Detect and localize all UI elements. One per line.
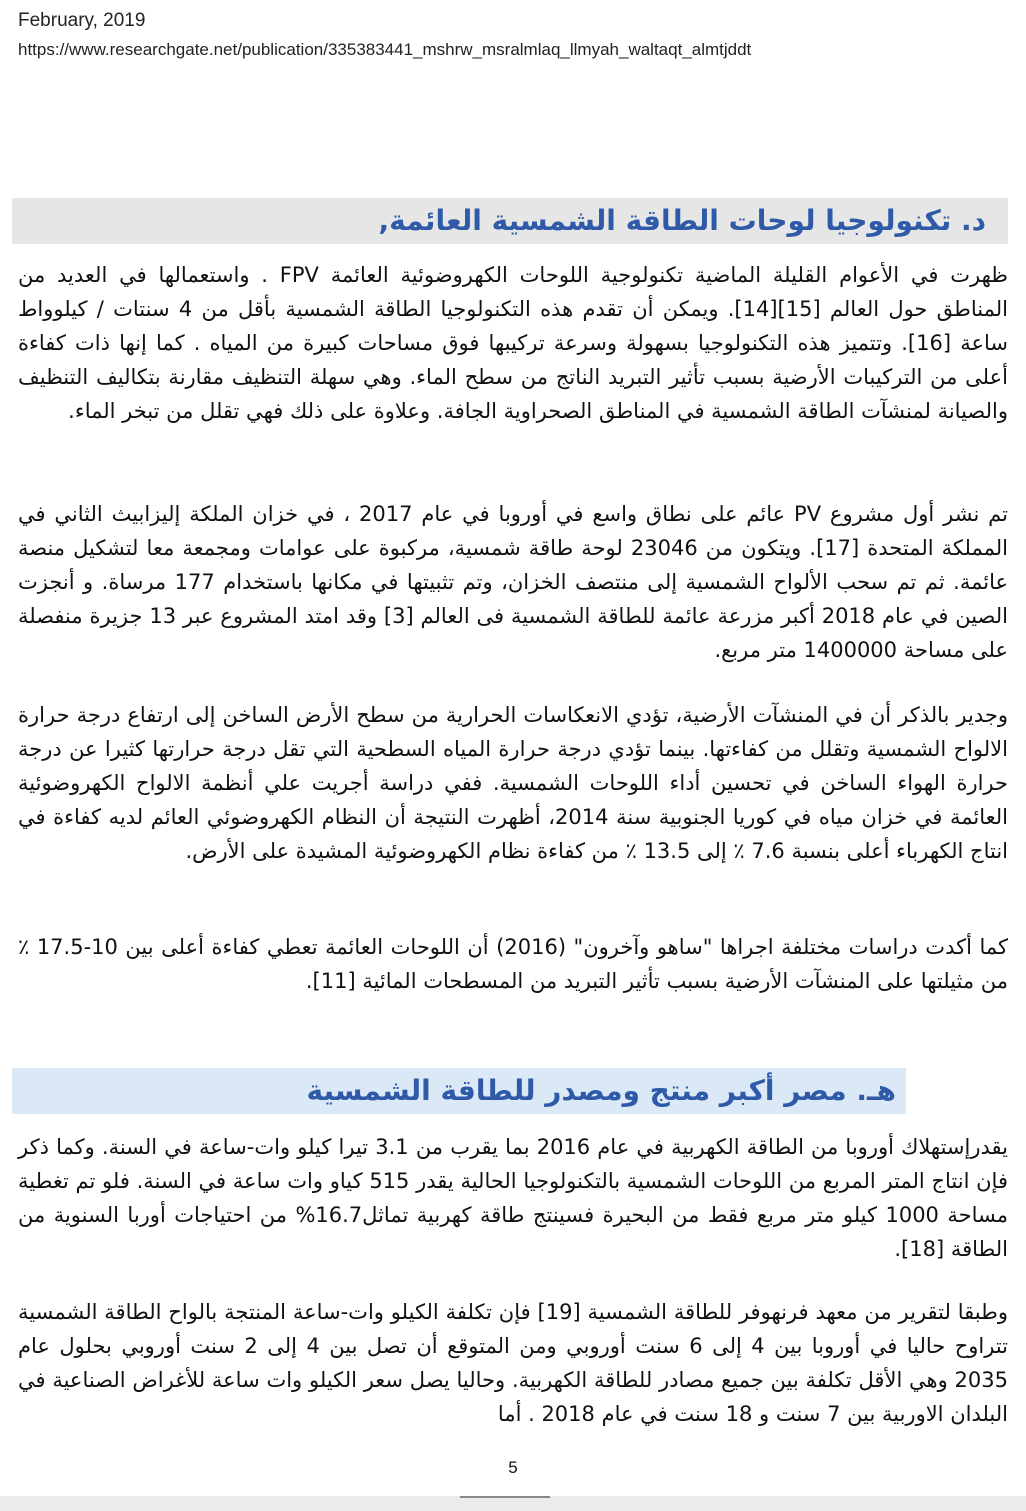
- section-d-paragraph-4: كما أكدت دراسات مختلفة اجراها "ساهو وآخرون" (2016) أن اللوحات العائمة تعطي كفاءة أعلى بين 10-17.5 ٪ من مثيلتها على المنشآت الأرضية بسبب تأثير التبريد من المسطحات المائية [11].: [18, 935, 1008, 993]
- section-d-paragraph-3: وجدير بالذكر أن في المنشآت الأرضية، تؤدي الانعكاسات الحرارية من سطح الأرض الساخن إلى ارتفاع درجة حرارة الالواح الشمسية وتقلل من كفاءتها. بينما تؤدي درجة حرارة المياه السطحية التي تقل درجة حرارتها كثيرا عن درجة حرارة الهواء الساخن في تحسين أداء اللوحات الشمسية. ففي دراسة أجريت علي أنظمة الالواح الكهروضوئية العائمة في خزان مياه في كوريا الجنوبية سنة 2014، أظهرت النتيجة أن النظام الكهروضوئي العائم لديه كفاءة في انتاج الكهرباء أعلى بنسبة 7.6 ٪ إلى 13.5 ٪ من كفاءة نظام الكهروضوئية المشيدة على الأرض.: [18, 703, 1009, 863]
- page-footer-mark: [460, 1496, 550, 1498]
- section-h-heading: هـ. مصر أكبر منتج ومصدر للطاقة الشمسية: [12, 1068, 906, 1114]
- section-h-paragraph-2: وطبقا لتقرير من معهد فرنهوفر للطاقة الشمسية [19] فإن تكلفة الكيلو وات-ساعة المنتجة بالواح الطاقة الشمسية تتراوح حاليا في أوروبا بين 4 إلى 6 سنت أوروبي ومن المتوقع أن تصل بين 4 إلى 2 سنت أوروبي بحلول عام 2035 وهي الأقل تكلفة بين جميع مصادر للطاقة الكهربية. وحاليا يصل سعر الكيلو وات ساعة للأغراض الصناعية في البلدان الاوربية بين 7 سنت و 18 سنت في عام 2018 . أما: [18, 1300, 1008, 1426]
- page-footer-band: [0, 1496, 1026, 1511]
- section-d-paragraph-1: ظهرت في الأعوام القليلة الماضية تكنولوجية اللوحات الكهروضوئية العائمة FPV . واستعمالها في العديد من المناطق حول العالم [15][14]. ويمكن أن تقدم هذه التكنولوجيا الطاقة الشمسية بأقل من 4 سنتات / كيلوواط ساعة [16]. وتتميز هذه التكنولوجيا بسهولة وسرعة تركيبها فوق مساحات كبيرة من المياه . كما إنها ذات كفاءة أعلى من التركيبات الأرضية بسبب تأثير التبريد الناتج من سطح الماء. وهي سهلة التنظيف مقارنة بتكاليف التنظيف والصيانة لمنشآت الطاقة الشمسية في المناطق الصحراوية الجافة. وعلاوة على ذلك فهي تقلل من تبخر الماء.: [18, 263, 1009, 423]
- section-d-paragraph-2: تم نشر أول مشروع PV عائم على نطاق واسع في أوروبا في عام 2017 ، في خزان الملكة إليزابيث الثاني في المملكة المتحدة [17]. ويتكون من 23046 لوحة طاقة شمسية، مركبوة على عوامات ومجمعة معا لتشكيل منصة عائمة. ثم تم سحب الألواح الشمسية إلى منتصف الخزان، وتم تثبيتها في مكانها باستخدام 177 مرساة. و أنجزت الصين في عام 2018 أكبر مزرعة عائمة للطاقة الشمسية فى العالم [3] وقد امتد المشروع عبر 13 جزيرة منفصلة على مساحة 1400000 متر مربع.: [18, 502, 1009, 662]
- header-url: https://www.researchgate.net/publication/335383441_mshrw_msralmlaq_llmyah_waltaqt_almtjddt: [18, 40, 752, 59]
- page-number: 5: [508, 1458, 518, 1477]
- header-date: February, 2019: [18, 10, 146, 31]
- section-d-heading: د. تكنولوجيا لوحات الطاقة الشمسية العائمة,: [12, 198, 1008, 244]
- section-h-paragraph-1: يقدرإستهلاك أوروبا من الطاقة الكهربية في عام 2016 بما يقرب من 3.1 تيرا كيلو وات-ساعة في السنة. وكما ذكر فإن انتاج المتر المربع من اللوحات الشمسية بالتكنولوجيا الحالية يقدر 515 كياو وات ساعة في السنة. فلو تم تغطية مساحة 1000 كيلو متر مربع فقط من البحيرة فسينتج طاقة كهربية تماثل16.7% من احتياجات أوربا السنوية من الطاقة [18].: [18, 1135, 1009, 1261]
